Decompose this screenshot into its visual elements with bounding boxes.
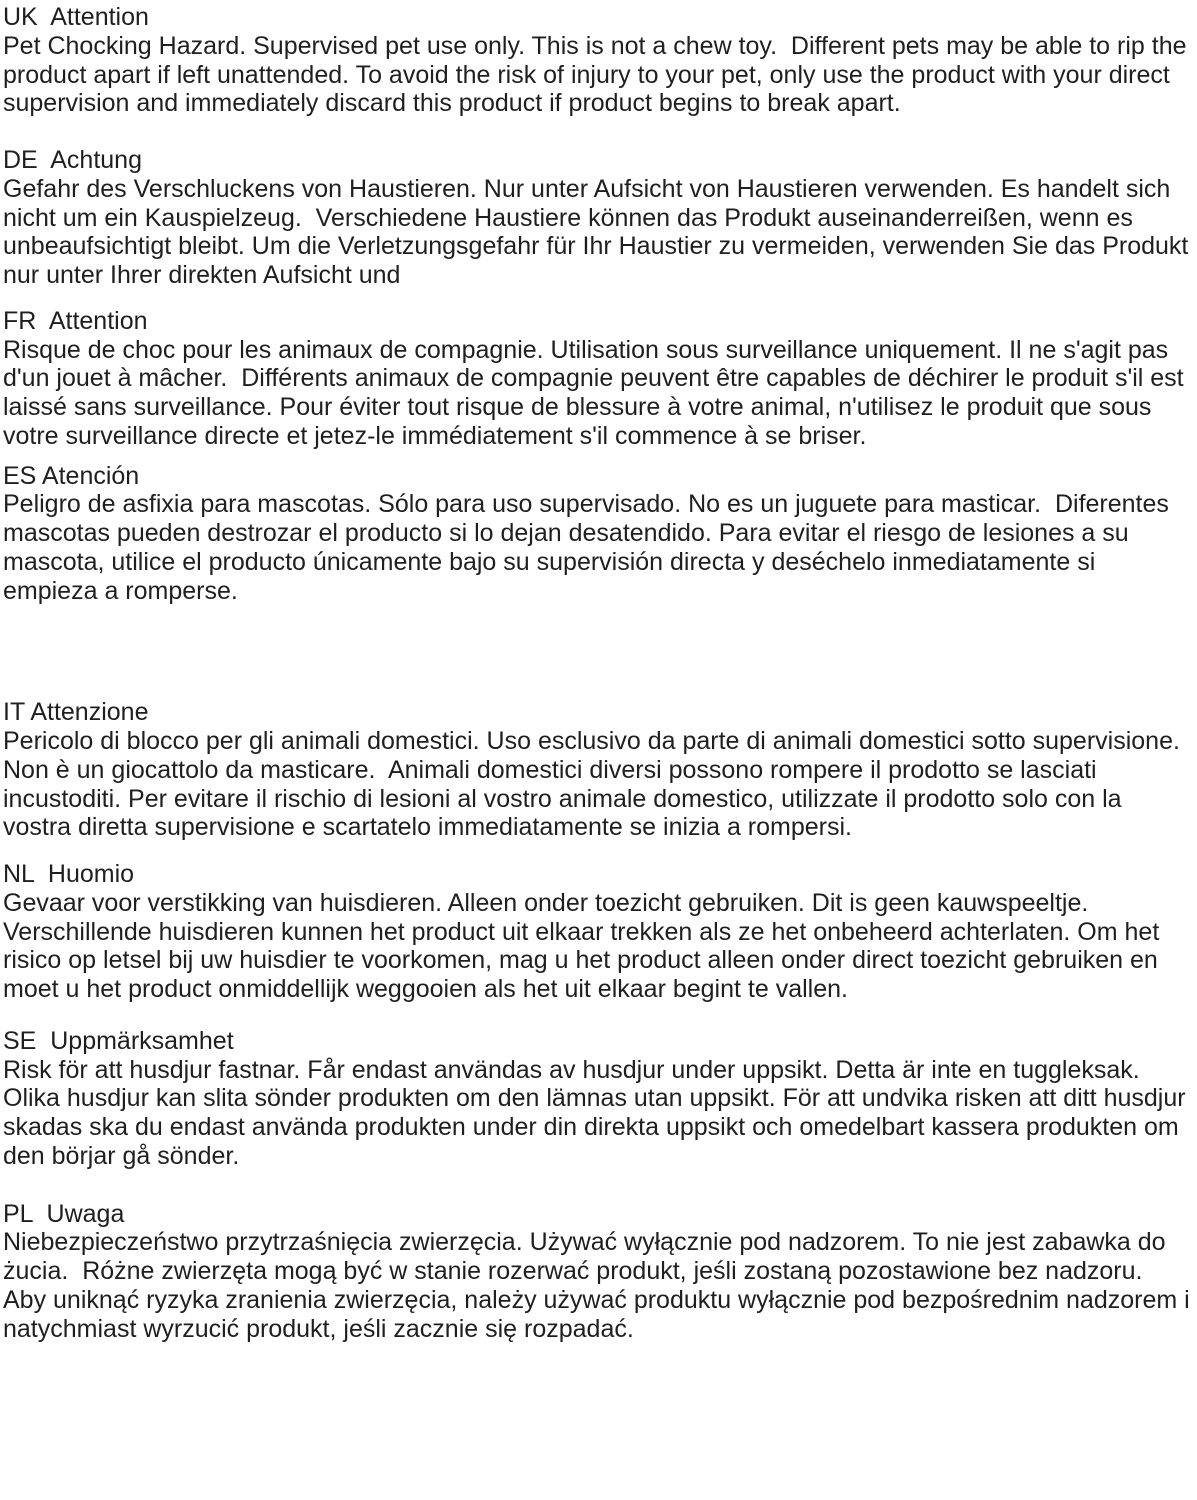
section-body-uk: Pet Chocking Hazard. Supervised pet use only. This is not a chew toy. Different pets may be able to rip the product apart if left unattended. To avoid the risk of injury to your pet, only use the product with your direct supervision and immediately discard this product if product begins to break apart. (3, 31, 1194, 118)
warning-section-de (3, 146, 1196, 290)
section-heading-se: SE Uppmärksamhet (3, 1026, 234, 1055)
warning-section-it (3, 698, 1191, 842)
warning-section-fr (3, 307, 1191, 451)
section-body-it: Pericolo di blocco per gli animali domestici. Uso esclusivo da parte di animali domestici sotto supervisione. Non è un giocattolo da masticare. Animali domestici diversi possono rompere il prodotto se lasciati incustoditi. Per evitare il rischio di lesioni al vostro animale domestico, utilizzate il prodotto solo con la vostra diretta supervisione e scartatelo immediatamente se inizia a rompersi. (3, 727, 1187, 842)
section-body-fr: Risque de choc pour les animaux de compagnie. Utilisation sous surveillance uniquement. Il ne s'agit pas d'un jouet à mâcher. Différents animaux de compagnie peuvent être capables de déchirer le produit s'il est laissé sans surveillance. Pour éviter tout risque de blessure à votre animal, n'utilisez le produit que sous votre surveillance directe et jetez-le immédiatement s'il commence à se briser. (3, 335, 1191, 450)
warning-section-nl (3, 860, 1191, 1004)
warning-section-uk (3, 3, 1194, 118)
warning-section-se (3, 1027, 1191, 1171)
section-body-de: Gefahr des Verschluckens von Haustieren. Nur unter Aufsicht von Haustieren verwenden. Es handelt sich nicht um ein Kauspielzeug. Verschiedene Haustiere können das Produkt auseinanderreißen, wenn es unbeaufsichtigt bleibt. Um die Verletzungsgefahr für Ihr Haustier zu vermeiden, verwenden Sie das Produkt nur unter Ihrer direkten Aufsicht und (3, 174, 1196, 289)
section-heading-es: ES Atención (3, 461, 140, 490)
section-body-se: Risk för att husdjur fastnar. Får endast användas av husdjur under uppsikt. Detta är inte en tuggleksak. Olika husdjur kan slita sönder produkten om den lämnas utan uppsikt. För att undvika risken att ditt husdjur skadas ska du endast använda produkten under din direkta uppsikt och omedelbart kassera produkten om den börjar gå sönder. (3, 1055, 1193, 1170)
section-body-pl: Niebezpieczeństwo przytrzaśnięcia zwierzęcia. Używać wyłącznie pod nadzorem. To nie jest zabawka do żucia. Różne zwierzęta mogą być w stanie rozerwać produkt, jeśli zostaną pozostawione bez nadzoru. Aby uniknąć ryzyka zranienia zwierzęcia, należy używać produktu wyłącznie pod bezpośrednim nadzorem i natychmiast wyrzucić produkt, jeśli zacznie się rozpadać. (3, 1228, 1197, 1343)
section-heading-uk: UK Attention (3, 3, 149, 31)
section-body-es: Peligro de asfixia para mascotas. Sólo para uso supervisado. No es un juguete para masticar. Diferentes mascotas pueden destrozar el producto si lo dejan desatendido. Para evitar el riesgo de lesiones a su mascota, utilice el producto únicamente bajo su supervisión directa y deséchelo inmediatamente si empieza a romperse. (3, 490, 1176, 605)
section-heading-pl: PL Uwaga (3, 1199, 125, 1228)
section-heading-it: IT Attenzione (3, 698, 149, 727)
warning-section-es (3, 462, 1191, 606)
warning-section-pl (3, 1199, 1197, 1344)
section-heading-fr: FR Attention (3, 306, 148, 335)
section-body-nl: Gevaar voor verstikking van huisdieren. Alleen onder toezicht gebruiken. Dit is geen kauwspeeltje. Verschillende huisdieren kunnen het product uit elkaar trekken als ze het onbeheerd achterlaten. Om het risico op letsel bij uw huisdier te voorkomen, mag u het product alleen onder direct toezicht gebruiken en moet u het product onmiddellijk weggooien als het uit elkaar begint te vallen. (3, 888, 1167, 1003)
section-heading-nl: NL Huomio (3, 860, 135, 888)
section-heading-de: DE Achtung (3, 146, 142, 174)
